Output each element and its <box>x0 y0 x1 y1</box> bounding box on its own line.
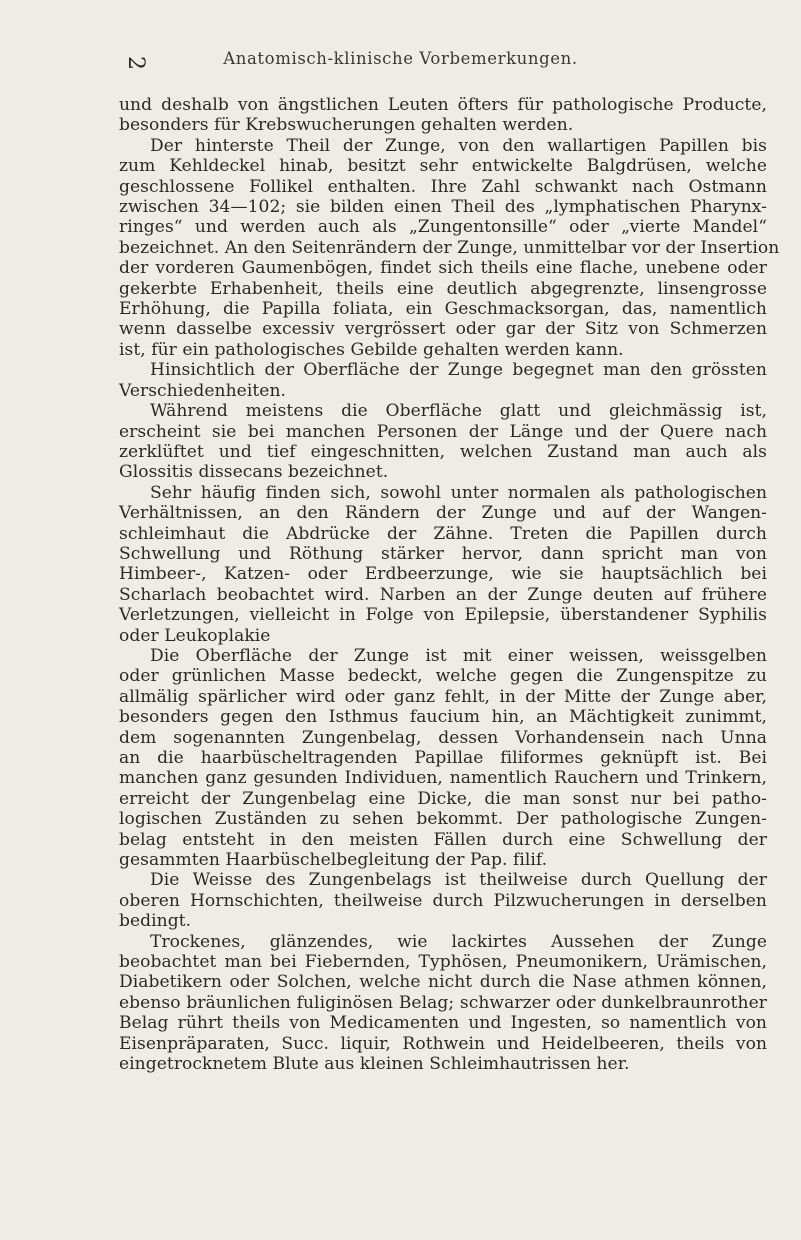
text-line: Trockenes, glänzendes, wie lackirtes Aussehen der Zunge <box>150 931 767 952</box>
text-line: Verhältnissen, an den Rändern der Zunge und auf der Wangen- <box>119 503 767 524</box>
text-line: ist, für ein pathologisches Gebilde gehalten werden kann. <box>119 339 624 360</box>
text-line: beobachtet man bei Fiebernden, Typhösen, Pneumonikern, Urämischen, <box>119 952 767 973</box>
text-line: logischen Zuständen zu sehen bekommt. Der pathologische Zungen- <box>119 809 767 830</box>
text-line: Verletzungen, vielleicht in Folge von Epilepsie, überstandener Syphilis <box>119 605 767 626</box>
text-line: zerklüftet und tief eingeschnitten, welchen Zustand man auch als <box>119 441 767 462</box>
text-line: Sehr häufig finden sich, sowohl unter normalen als pathologischen <box>150 482 767 503</box>
text-line: eingetrocknetem Blute aus kleinen Schleimhautrissen her. <box>119 1054 630 1075</box>
text-line: besonders gegen den Isthmus faucium hin, an Mächtigkeit zunimmt, <box>119 707 767 728</box>
text-line: Glossitis dissecans bezeichnet. <box>119 462 389 483</box>
text-line: zwischen 34—102; sie bilden einen Theil des „lymphatischen Pharynx- <box>119 197 767 218</box>
text-line: bezeichnet. An den Seitenrändern der Zunge, unmittelbar vor der Insertion <box>119 237 780 258</box>
text-line: Belag rührt theils von Medicamenten und Ingesten, so namentlich von <box>119 1013 767 1034</box>
text-line: dem sogenannten Zungenbelag, dessen Vorhandensein nach Unna <box>119 727 767 748</box>
text-line: besonders für Krebswucherungen gehalten werden. <box>119 115 574 136</box>
text-line: manchen ganz gesunden Individuen, namentlich Rauchern und Trinkern, <box>119 768 767 789</box>
text-line: geschlossene Follikel enthalten. Ihre Zahl schwankt nach Ostmann <box>119 176 767 197</box>
text-line: Hinsichtlich der Oberfläche der Zunge begegnet man den grössten <box>150 360 767 381</box>
text-line: bedingt. <box>119 911 192 932</box>
text-line: der vorderen Gaumenbögen, findet sich theils eine flache, unebene oder <box>119 258 767 279</box>
text-line: Eisenpräparaten, Succ. liquir, Rothwein und Heidelbeeren, theils von <box>119 1033 767 1054</box>
text-line: erscheint sie bei manchen Personen der Länge und der Quere nach <box>119 421 767 442</box>
text-line: Der hinterste Theil der Zunge, von den wallartigen Papillen bis <box>150 135 767 156</box>
text-line: Die Weisse des Zungenbelags ist theilweise durch Quellung der <box>150 870 767 891</box>
text-line: allmälig spärlicher wird oder ganz fehlt, in der Mitte der Zunge aber, <box>119 686 767 707</box>
text-line: zum Kehldeckel hinab, besitzt sehr entwickelte Balgdrüsen, welche <box>119 156 767 177</box>
text-line: Scharlach beobachtet wird. Narben an der Zunge deuten auf frühere <box>119 584 767 605</box>
text-line: wenn dasselbe excessiv vergrössert oder gar der Sitz von Schmerzen <box>119 319 767 340</box>
text-line: ebenso bräunlichen fuliginösen Belag; schwarzer oder dunkelbraunrother <box>119 992 767 1013</box>
page-number: 2 <box>123 56 148 70</box>
text-line: an die haarbüscheltragenden Papillae filiformes geknüpft ist. Bei <box>119 748 767 768</box>
text-line: schleimhaut die Abdrücke der Zähne. Treten die Papillen durch <box>119 523 767 544</box>
text-line: Während meistens die Oberfläche glatt und gleichmässig ist, <box>150 401 767 422</box>
text-line: Schwellung und Röthung stärker hervor, dann spricht man von <box>119 543 767 564</box>
text-line: und deshalb von ängstlichen Leuten öfters für pathologische Producte, <box>119 95 767 115</box>
text-line: oder Leukoplakie <box>119 625 271 646</box>
text-line: Diabetikern oder Solchen, welche nicht durch die Nase athmen können, <box>119 972 767 993</box>
body-text <box>119 95 780 1075</box>
text-line: Himbeer-, Katzen- oder Erdbeerzunge, wie sie hauptsächlich bei <box>119 564 767 585</box>
running-head: Anatomisch-klinische Vorbemerkungen. <box>223 49 578 68</box>
text-line: gekerbte Erhabenheit, theils eine deutlich abgegrenzte, linsengrosse <box>119 278 767 299</box>
text-line: gesammten Haarbüschelbegleitung der Pap. filif. <box>119 850 548 871</box>
text-line: erreicht der Zungenbelag eine Dicke, die man sonst nur bei patho- <box>119 788 767 809</box>
text-line: oberen Hornschichten, theilweise durch Pilzwucherungen in derselben <box>119 890 767 911</box>
text-line: oder grünlichen Masse bedeckt, welche gegen die Zungenspitze zu <box>119 666 767 687</box>
text-line: Verschiedenheiten. <box>119 380 286 401</box>
text-line: Erhöhung, die Papilla foliata, ein Geschmacksorgan, das, namentlich <box>119 299 767 320</box>
text-line: Die Oberfläche der Zunge ist mit einer weissen, weissgelben <box>150 645 767 666</box>
text-line: ringes“ und werden auch als „Zungentonsille“ oder „vierte Mandel“ <box>119 217 767 238</box>
text-line: belag entsteht in den meisten Fällen durch eine Schwellung der <box>119 829 767 850</box>
